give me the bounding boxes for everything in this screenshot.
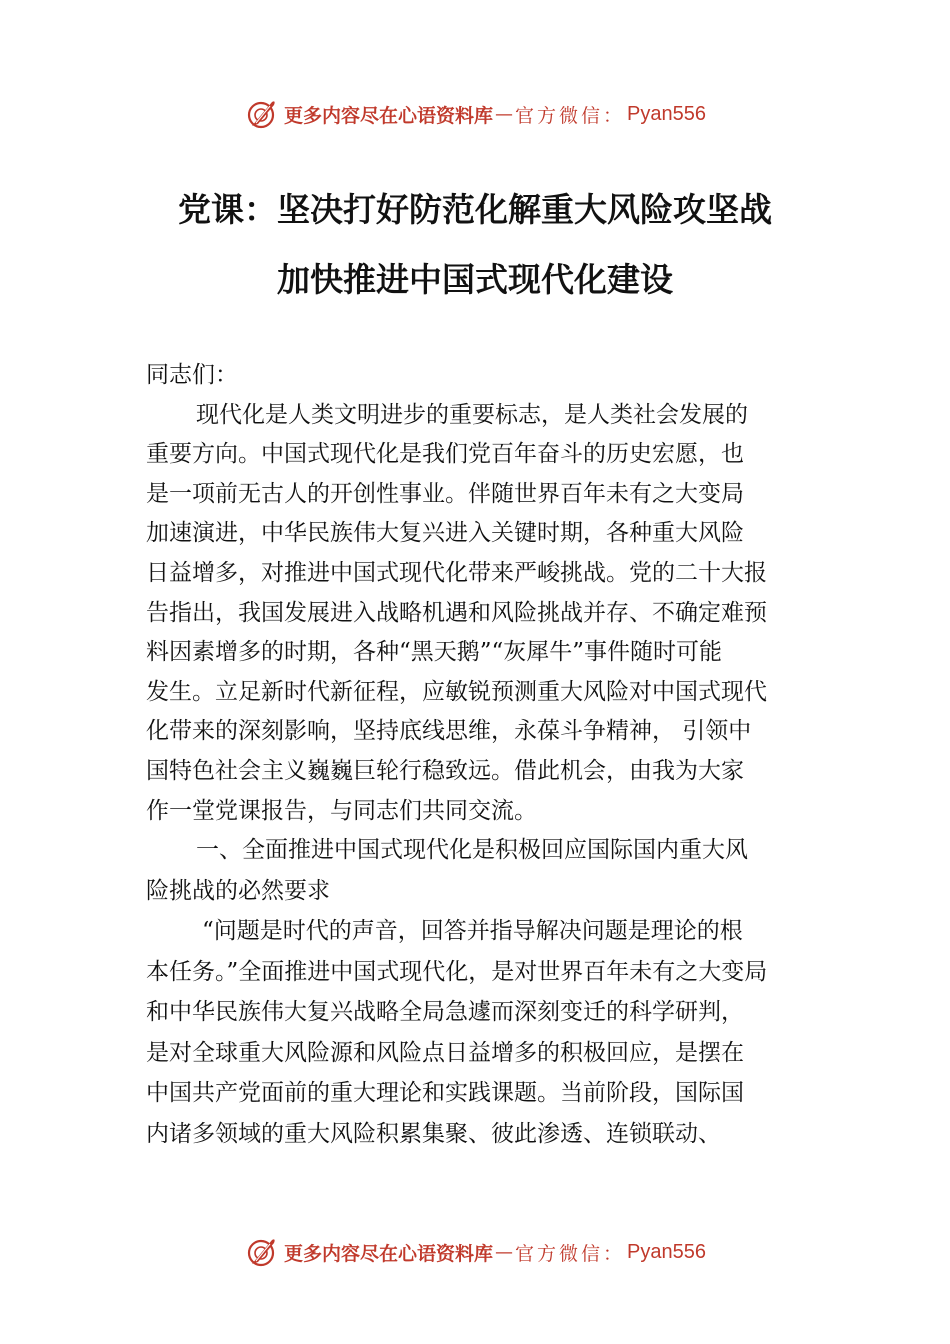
footer-banner [0, 1232, 950, 1272]
banner-dash: — [495, 1241, 514, 1263]
banner-wechat-id: Pyan556 [627, 102, 706, 125]
document-title-line-2: 加快推进中国式现代化建设 [277, 260, 673, 299]
body-line: 国特色社会主义巍巍巨轮行稳致远。借此机会，由我为大家 [146, 757, 744, 784]
banner-site-text: 更多内容尽在心语资料库 [284, 1242, 494, 1265]
feather-quill-logo-icon [244, 96, 280, 132]
body-line: 中国共产党面前的重大理论和实践课题。当前阶段，国际国 [146, 1080, 744, 1107]
banner-dash: — [495, 103, 514, 125]
section-heading-line: 险挑战的必然要求 [146, 877, 330, 904]
body-line: 重要方向。中国式现代化是我们党百年奋斗的历史宏愿，也 [146, 441, 744, 468]
body-line: 化带来的深刻影响，坚持底线思维，永葆斗争精神， 引领中 [146, 718, 752, 745]
banner-wechat-label: 官方微信： [515, 104, 626, 127]
body-line: 作一堂党课报告，与同志们共同交流。 [146, 797, 537, 824]
header-banner [0, 94, 950, 134]
body-line: 加速演进，中华民族伟大复兴进入关键时期，各种重大风险 [146, 520, 744, 547]
document-body [146, 356, 826, 1154]
body-line: 料因素增多的时期，各种“黑天鹅”“灰犀牛”事件随时可能 [146, 639, 723, 666]
body-line: 发生。立足新时代新征程，应敏锐预测重大风险对中国式现代 [146, 678, 767, 705]
salutation: 同志们： [146, 362, 238, 388]
body-line: 和中华民族伟大复兴战略全局急遽而深刻变迁的科学研判， [146, 999, 744, 1026]
body-line: 是一项前无古人的开创性事业。伴随世界百年未有之大变局 [146, 480, 744, 507]
body-line: “问题是时代的声音，回答并指导解决问题是理论的根 [202, 918, 743, 945]
body-line: 日益增多，对推进中国式现代化带来严峻挑战。党的二十大报 [146, 559, 767, 586]
body-line: 是对全球重大风险源和风险点日益增多的积极回应，是摆在 [146, 1039, 744, 1066]
body-line: 现代化是人类文明进步的重要标志，是人类社会发展的 [196, 401, 748, 428]
banner-wechat-label: 官方微信： [515, 1242, 626, 1265]
banner-wechat-id: Pyan556 [627, 1240, 706, 1263]
banner-site-text: 更多内容尽在心语资料库 [284, 104, 494, 127]
section-heading-line: 一、全面推进中国式现代化是积极回应国际国内重大风 [196, 837, 748, 864]
document-title-line-1: 党课：坚决打好防范化解重大风险攻坚战 [178, 190, 772, 229]
body-line: 本任务。”全面推进中国式现代化，是对世界百年未有之大变局 [146, 958, 768, 985]
body-line: 告指出，我国发展进入战略机遇和风险挑战并存、不确定难预 [146, 599, 767, 626]
body-line: 内诸多领域的重大风险积累集聚、彼此渗透、连锁联动、 [146, 1120, 721, 1147]
feather-quill-logo-icon [244, 1234, 280, 1270]
